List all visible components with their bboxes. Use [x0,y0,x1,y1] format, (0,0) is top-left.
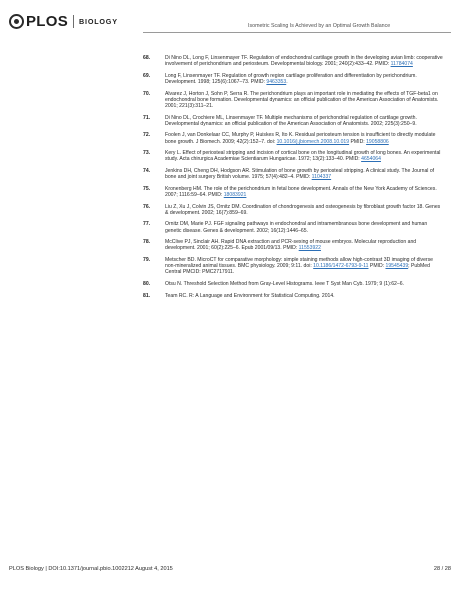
reference-text [165,293,443,299]
reference-citation: Otsu N. Threshold Selection Method from Gray-Level Histograms. Ieee T Syst Man Cyb. 1979; 9 (1):62–6. [165,280,404,287]
reference-item [143,150,443,162]
page-footer [9,566,451,572]
reference-text [165,239,443,251]
reference-text [165,132,443,144]
reference-link[interactable]: 10.1186/1472-6793-9-11 [313,263,369,270]
running-title: Isometric Scaling Is Achieved by an Optimal Growth Balance [248,23,391,29]
reference-text [165,186,443,198]
reference-text [165,168,443,180]
reference-item [143,239,443,251]
reference-number: 71. [143,114,151,121]
footer-citation: PLOS Biology | DOI:10.1371/journal.pbio.1002212 August 4, 2015 [9,566,173,572]
reference-link[interactable]: 18083921 [223,191,247,198]
reference-item [143,257,443,276]
reference-number: 76. [143,203,151,210]
reference-item [143,168,443,180]
reference-citation: McClive PJ, Sinclair AH. Rapid DNA extraction and PCR-sexing of mouse embryos. Molecular reproduction and development. 2001; 60(2):225–6. Epub 2001/09/13. PMID: [165,239,417,252]
reference-item [143,221,443,233]
reference-number: 80. [143,280,151,287]
reference-citation: Di Nino DL, Long F, Linsenmayer TF. Regulation of endochondral cartilage growth in the developing avian limb: cooperative involvement of perichondrium and periosteum. Developmental biology. 2001; 240(2):433–42. PMID: [165,55,443,68]
reference-number: 72. [143,132,151,139]
plos-logo-icon [9,14,24,29]
reference-number: 69. [143,72,151,79]
reference-citation: Jenkins DH, Cheng DH, Hodgson AR. Stimulation of bone growth by periosteal stripping. A clinical study. The Journal of bone and joint surgery British volume. 1975; 57(4):482–4. PMID: [165,167,435,181]
reference-text [165,204,443,216]
reference-item [143,73,443,85]
reference-item [143,204,443,216]
reference-item [143,91,443,110]
reference-citation: Long F, Linsenmayer TF. Regulation of growth region cartilage proliferation and differentiation by perichondrium. Development. 1998; 125(6):1067–73. PMID: [165,72,417,85]
reference-link[interactable]: 11784074 [390,61,413,68]
reference-link[interactable]: 19545439 [385,263,409,270]
reference-tail: PMID: [368,263,386,270]
reference-link[interactable]: 10.1016/j.jbiomech.2008.10.019 [276,138,350,145]
reference-tail: ; PubMed Central PMCID: PMC2717911. [165,263,430,276]
reference-number: 77. [143,221,151,228]
reference-link[interactable]: 9463353 [266,79,287,85]
logo-subtitle: BIOLOGY [79,16,118,26]
logo-word: PLOS [26,12,69,30]
journal-logo [9,10,118,32]
reference-text [165,221,443,233]
reference-link[interactable]: 19058806 [366,138,389,145]
reference-text [165,73,443,85]
reference-tail: . [286,79,288,85]
reference-number: 75. [143,185,151,192]
reference-text [165,281,443,287]
reference-link[interactable]: 1104337 [311,174,332,181]
reference-text [165,115,443,127]
reference-number: 74. [143,167,151,174]
reference-link[interactable]: 11553922 [298,245,321,252]
reference-citation: Foolen J, van Donkelaar CC, Murphy P, Huiskes R, Ito K. Residual periosteum tension is insufficient to directly modulate bone growth. J Biomech. 2009; 42(2):152–7. doi: [165,132,436,145]
reference-number: 68. [143,55,151,61]
reference-item [143,293,443,299]
reference-citation: Kronenberg HM. The role of the perichondrium in fetal bone development. Annals of the New York Academy of Sciences. 2007; 1116:59–64. PMID: [165,185,437,198]
page-number: 28 / 28 [433,566,451,572]
reference-number: 79. [143,256,151,263]
reference-text [165,150,443,162]
reference-citation: Kery L. Effect of periosteal stripping and incision of cortical bone on the longitudinal growth of long bones. An experimental study. Acta chirurgica Academiae Scientiarum Hungaricae. 1972; 13(2):133–40. PMID: [165,150,441,163]
reference-number: 78. [143,239,151,246]
reference-item [143,132,443,144]
reference-number: 70. [143,90,151,97]
reference-list [143,55,443,304]
reference-citation: Team RC. R: A Language and Environment for Statistical Computing. 2014. [165,292,335,299]
reference-citation: Liu Z, Xu J, Colvin JS, Ornitz DM. Coordination of chondrogenesis and osteogenesis by fibroblast growth factor 18. Genes & development. 2002; 16(7):859–69. [165,203,441,216]
reference-citation: Di Nino DL, Crochiere ML, Linsenmayer TF. Multiple mechanisms of perichondrial regulation of cartilage growth. Developmental dynamics: an official publication of the American Association of Anatomists. 2002; 225(3):250–9. [165,114,417,127]
reference-number: 73. [143,150,151,157]
reference-number: 81. [143,292,151,299]
reference-item [143,186,443,198]
logo-divider [73,15,74,28]
reference-citation: Alvarez J, Horton J, Sohn P, Serra R. The perichondrium plays an important role in mediating the effects of TGF-beta1 on endochondral bone formation. Developmental dynamics: an official publication of the American Association of Anatomists. 2001; 221(3):311–21. [165,90,439,109]
reference-text [165,91,443,110]
reference-citation: Ornitz DM, Marie PJ. FGF signaling pathways in endochondral and intramembranous bone development and human genetic disease. Genes & development. 2002; 16(12):1446–65. [165,221,428,234]
header-rule [143,32,451,33]
reference-item [143,115,443,127]
reference-text [165,55,443,67]
reference-text [165,257,443,276]
reference-item [143,281,443,287]
reference-link[interactable]: 4654064 [361,156,381,163]
reference-citation: Metscher BD. MicroCT for comparative morphology: simple staining methods allow high-contrast 3D imaging of diverse non-mineralized animal tissues. BMC physiology. 2009; 9:11. doi: [165,256,434,270]
reference-item [143,55,443,67]
reference-tail: PMID: [349,138,367,145]
